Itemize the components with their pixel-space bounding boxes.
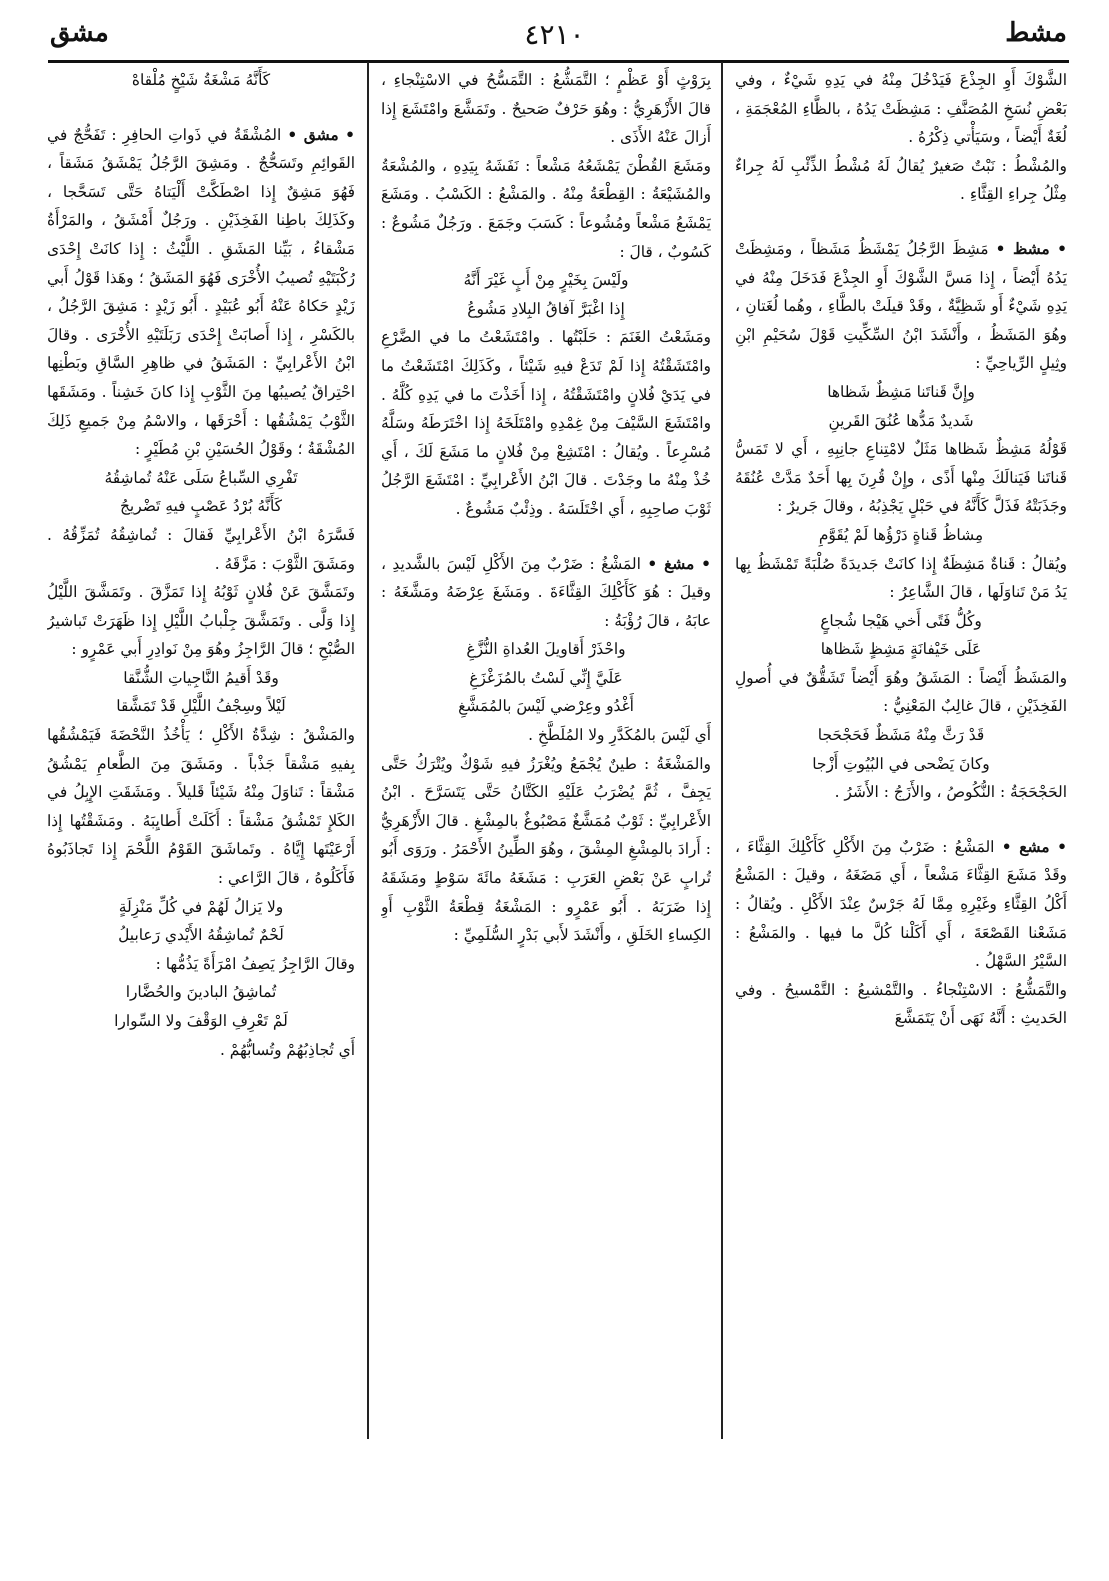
entry-paragraph [381,550,711,636]
verse-line: وقَدْ أَقيمُ النَّاجِياتِ الشُّنَّقا [123,668,279,687]
column-divider-1 [721,62,723,1439]
column-right [735,66,1067,1436]
entry-headword: • مشظ • [995,239,1067,258]
entry-paragraph: بِرَوْثٍ أَوْ عَظْمٍ ؛ التَّمَشُّعُ : التَّمَسُّحُ في الاسْتِنْجاءِ ، قالَ الأَزْهَرِيُّ : وهُوَ حَرْفٌ صَحيحٌ . وتَمَشَّعَ وامْتَشَعَ إِذا أَزالَ عَنْهُ الأَذَى . [381,71,711,147]
page-number: ٤٢١٠ [524,18,585,51]
entry-paragraph: والمُشْطُ : نَبْتٌ صَغيرٌ يُقالُ لَهُ مُشْطُ الذِّئْبِ لَهُ جِراءٌ مِثْلُ جِراءِ القِثَّاءِ . [735,156,1067,204]
entry-paragraph: والمَشَظُ أَيْضاً : المَشَقُ وهُوَ أَيْضاً تَشَقُّقٌ في أُصولِ الفَخِذَيْنِ ، قالَ غالِبٌ المَعْنِيُّ : [735,668,1067,716]
verse-line: أَغْدُو وعِرْضي لَيْسَ بالمُمَشَّغِ [458,697,634,716]
verse-line: عَلَى خَيْفانَةٍ مَشِظٍ شَظاها [820,640,982,659]
entry-text: المَشْعُ : ضَرْبٌ مِنَ الأَكْلِ كَأَكْلِكَ القِثَّاءَ ، وقَدْ مَشَعَ القِثَّاءَ مَشْعاً ، أَي مَضَغَهُ ، وقيلَ : المَشْعُ أَكْلُ القِثَّاءِ وغَيْرِهِ مِمَّا لَهُ جَرْسٌ عِنْدَ الأَكْلِ . ويُقالُ : مَشَعْنا القَصْعَةَ ، أَي أَكَلْنا كُلَّ ما فيها . والمَشْعُ : السَّيْرُ السَّهْلُ . [735,837,1067,971]
verse-line: لَيْلاً وسِجْفُ اللَّيْلِ قَدْ تَمَشَّقا [116,697,286,716]
entry-paragraph [735,235,1067,378]
verse-line: تُماشِقُ البادينَ والحُضَّارا [125,983,277,1002]
column-middle [381,66,711,1436]
entry-headword: • مشع • [1001,837,1067,856]
verse-line: واحْذَرْ أَقاويلَ العُداةِ النُّزَّغِ [466,640,626,659]
entry-paragraph: أَي لَيْسَ بالمُكَدَّرِ ولا المُلَطَّخِ . [528,726,711,745]
entry-paragraph: ومَشَعْتُ الغَنَمَ : حَلَبْتُها . وامْتَشَعْتُ ما في الضَّرْعِ وامْتَشَقْتُهُ إِذا لَمْ تَدَعْ فيهِ شَيْئاً ، وكَذَلِكَ امْتَشَعْتُ ما في يَدَيْ فُلانٍ وامْتَشَقْتُهُ ، إِذا أَخَذْتَ ما في يَدِهِ كُلَّهُ . وامْتَشَعَ السَّيْفَ مِنْ غِمْدِهِ وامْتَلَخَهُ إِذا اخْتَرَطَهُ وسَلَّهُ مُسْرِعاً . ويُقالُ : امْتَشِعْ مِنْ فُلانٍ ما مَشَعَ لَكَ ، أَي خُذْ مِنْهُ ما وجَدْتَ . قالَ ابْنُ الأَعْرابِيِّ : امْتَشَعَ الرَّجُلُ ثَوْبَ صاحِبِهِ ، أَي اخْتَلَسَهُ . وذِئْبٌ مَشُوعٌ . [381,328,711,518]
header-rule [48,60,1069,63]
entry-paragraph: ومَشَعَ القُطْنَ يَمْشَعُهُ مَشْعاً : نَفَشَهُ بِيَدِهِ ، والمُشْعَةُ والمُشَيْعَةُ : القِطْعَةُ مِنْهُ . والمَشْعُ : الكَسْبُ . ومَشَعَ يَمْشَعُ مَشْعاً ومُشُوعاً : كَسَبَ وجَمَعَ . ورَجُلٌ مَشُوعٌ : كَسُوبٌ ، قالَ : [381,156,711,261]
entry-paragraph: ويُقالُ : قَناةٌ مَشِظَةٌ إِذا كانَتْ جَديدَةً صُلْبَةً تَمْشَظُ بِها يَدُ مَنْ تَناوَلَها ، قالَ الشَّاعِرُ : [735,554,1067,602]
verse-line: كَأَنَّهُ بُرْدُ عَصْبٍ فيهِ تَضْريجُ [120,497,282,516]
verse-line: مِشاظُ قَناةٍ دَرْؤُها لَمْ يُقَوَّمِ [818,525,984,544]
verse-line: إِذا اغْبَرَّ آفاقُ البِلادِ مَشُوعُ [467,299,625,318]
verse-line: وكُلُّ فَتًى أَخي هَيْجا شُجاعٍ [820,611,982,630]
entry-headword: • مشغ • [647,554,711,573]
verse-line: شَديدٌ مَدُّها عُنُقَ القَرينِ [828,411,974,430]
verse-line: قَدْ رَثَّ مِنْهُ مَشَظٌ فَحَجْحَجا [817,726,985,745]
entry-text: مَشِظَ الرَّجُلُ يَمْشَظُ مَشَظاً ، ومَشِظَتْ يَدُهُ أَيْضاً ، إِذا مَسَّ الشَّوْكَ أَوِ الجِذْعَ فَدَخَلَ مِنْهُ في يَدِهِ شَيْءٌ أَو شَظِيَّةٌ ، وقَدْ قيلَتْ بالطَّاءِ ، وهُما لُغَتانِ ، وهُوَ المَشَظُ ، وأَنْشَدَ ابْنُ السِّكِّيتِ قَوْلَ سُحَيْمِ ابْنِ وثِيلٍ الرِّياحِيِّ : [735,239,1067,373]
verse-line: لَمْ تَعْرِفِ الوَقْفَ ولا السِّوارا [114,1012,288,1030]
entry-paragraph: والمَشْغَةُ : طينٌ يُجْمَعُ ويُغْرَزُ فيهِ شَوْكٌ ويُتْرَكُ حَتَّى يَجِفَّ ، ثُمَّ يُضْرَبُ عَلَيْهِ الكَتَّانُ حَتَّى يَتَسَرَّحَ . ابْنُ الأَعْرابِيِّ : ثَوْبٌ مُمَشَّغٌ مَصْبُوغٌ بالمِشْغِ . قالَ الأَزْهَرِيُّ : أَرادَ بالمِشْغِ المِشْقَ ، وهُوَ الطِّينُ الأَحْمَرُ . ورَوَى أَبُو تُرابٍ عَنْ بَعْضِ العَرَبِ : مَشَغَهُ مائَةَ سَوْطٍ ومَشَقَهُ إِذا ضَرَبَهُ . أَبُو عَمْرٍو : المَشْغَةُ قِطْعَةُ الثَّوْبِ أَوِ الكِساءِ الخَلَقِ ، وأَنْشَدَ لأَبي بَدْرٍ السُّلَمِيِّ : [381,754,711,945]
verse-line: لَحْمٌ تُماشِقُهُ الأَيْدي رَعابيلُ [118,926,284,945]
entry-paragraph: فَسَّرَهُ ابْنُ الأَعْرابِيِّ فَقالَ : تُماشِقُهُ تُمَزِّقُهُ . ومَشَقَ الثَّوْبَ : مَزَّقَهُ . [47,525,355,573]
verse-line: ولَيْسَ بِخَيْرٍ مِنْ أَبٍ غَيْرَ أَنَّهُ [463,271,629,290]
entry-paragraph [47,121,355,464]
entry-paragraph: الشَّوْكَ أَوِ الجِذْعَ فَيَدْخُلَ مِنْهُ في يَدِهِ شَيْءٌ ، وفي بَعْضِ نُسَخِ المُصَنَّفِ : مَشِظَتْ يَدُهُ ، بالظَّاءِ المُعْجَمَةِ ، لُغَةٌ أَيْضاً ، وسَيَأْتي ذِكْرُهُ . [735,71,1067,147]
entry-paragraph: أَي تُجاذِبُهُمْ وتُسابُّهُمْ . [219,1040,355,1059]
running-head-last-entry: مشق [50,18,109,48]
entry-paragraph: قَوْلُهُ مَشِظٌ شَظاها مَثَلٌ لامْتِناعِ جانِبِهِ ، أَي لا تَمَسُّ قَناتَنا فَيَنالَكَ مِنْها أَذًى ، وإِنْ قُرِنَ بِها أَحَدٌ مَدَّتْ عُنُقَهُ وجَذَبَتْهُ فَذَلَّ كَأَنَّهُ في حَبْلٍ يَجْذِبُهُ ، وقالَ جَريرٌ : [735,440,1067,516]
verse-line: كَأَنَّهُ مَشْغَةُ شَيْخٍ مُلْقاهْ [131,71,271,89]
verse-line: وإِنَّ قَناتَنا مَشِظٌ شَظاها [827,382,975,401]
verse-line: وكانَ يَضْحى في البُيُوتِ أَزْجا [812,754,990,773]
column-left [47,66,355,1436]
entry-paragraph [735,833,1067,976]
verse-line: ولا يَزالُ لَهُمْ في كُلِّ مَنْزِلَةٍ [118,897,284,916]
entry-paragraph: والمَشْقُ : شِدَّةُ الأَكْلِ ؛ يَأْخُذُ النَّحْضَةَ فَيَمْشُقُها بِفيهِ مَشْقاً جَذْباً . ومَشَقَ مِنَ الطَّعامِ يَمْشُقُ مَشْقاً : تَناوَلَ مِنْهُ شَيْئاً قَليلاً . ومَشَقَتِ الإِبِلُ في الكَلإِ تَمْشُقُ مَشْقاً : أَكَلَتْ أَطايِبَهُ . ومَشَقْتُها إِذا أَرْعَيْتَها إِيَّاهُ . وتَماشَقَ القَوْمُ اللَّحْمَ إِذا تَجاذَبُوهُ فَأَكَلُوهُ ، قالَ الرَّاعي : [47,726,355,888]
entry-paragraph: الحَجْحَجَةُ : النُّكُوصُ ، والأَزَجُ : الأَشَرُ . [834,783,1067,802]
entry-text: المُشْقَةُ في ذَواتِ الحافِرِ : تَفَحُّجٌ في القَوائِمِ وتَسَحُّجٌ . ومَشِقَ الرَّجُلُ يَمْشَقُ مَشَقاً ، فَهُوَ مَشِقٌ إِذا اصْطَكَّتْ أَلْيَتاهُ حَتَّى تَسَحَّجا ، وكَذَلِكَ باطِنا الفَخِذَيْنِ . ورَجُلٌ أَمْشَقُ ، والمَرْأَةُ مَشْقاءُ ، بَيِّنا المَشَقِ . اللَّيْثُ : إِذا كانَتْ إِحْدَى رُكْبَتَيْهِ تُصيبُ الأُخْرَى فَهُوَ المَشَقُ ؛ وهَذا قَوْلُ أَبي زَيْدٍ حَكاهُ عَنْهُ أَبُو عُبَيْدٍ . أَبُو زَيْدٍ : مَشِقَ الرَّجُلُ ، بالكَسْرِ ، إِذا أَصابَتْ إِحْدَى رَبَلَتَيْهِ الأُخْرَى . وقالَ ابْنُ الأَعْرابِيِّ : المَشَقُ في ظاهِرِ السَّاقِ وبَطْنِها احْتِراقٌ يُصيبُها مِنَ الثَّوْبِ إِذا كانَ خَشِناً . ومَشَقَها الثَّوْبُ يَمْشُقُها : أَحْرَقَها ، والاسْمُ مِنْ جَميعِ ذَلِكَ المُشْقَةُ ؛ وقَوْلُ الحُسَيْنِ بْنِ مُطَيْرٍ : [47,125,355,459]
running-head-first-entry: مشط [1005,18,1067,48]
entry-text: المَشْغُ : ضَرْبٌ مِنَ الأَكْلِ لَيْسَ بالشَّديدِ ، وقيلَ : هُوَ كَأَكْلِكَ القِثَّاءَةَ . ومَشَغَ عِرْضَهُ ومَشَّغَهُ : عابَهُ ، قالَ رُؤْبَةُ : [381,554,711,630]
entry-paragraph: وتَمَشَّقَ عَنْ فُلانٍ ثَوْبُهُ إِذا تَمَزَّقَ . وتَمَشَّقَ اللَّيْلُ إِذا وَلَّى . وتَمَشَّقَ جِلْبابُ اللَّيْلِ إِذا ظَهَرَتْ تَباشيرُ الصُّبْحِ ؛ قالَ الرَّاجِزُ وهُوَ مِنْ نَوادِرِ أَبي عَمْرٍو : [47,583,355,659]
entry-paragraph: وقالَ الرَّاجِزُ يَصِفُ امْرَأَةً يَذُمُّها : [155,954,355,973]
entry-paragraph: والتَّمَشُّعُ : الاسْتِنْجاءُ . والتَّمْشيعُ : التَّمْسيحُ . وفي الحَديثِ : أَنَّهُ نَهَى أَنْ يَتَمَشَّعَ [735,980,1067,1028]
verse-line: تَفْرِي السِّباعُ سَلَى عَنْهُ تُماشِقُهُ [104,468,298,487]
entry-headword: • مشق • [287,125,355,144]
column-divider-2 [367,62,369,1439]
verse-line: عَلَيَّ إِنِّي لَسْتُ بالمُزَغْزَغِ [469,668,623,687]
